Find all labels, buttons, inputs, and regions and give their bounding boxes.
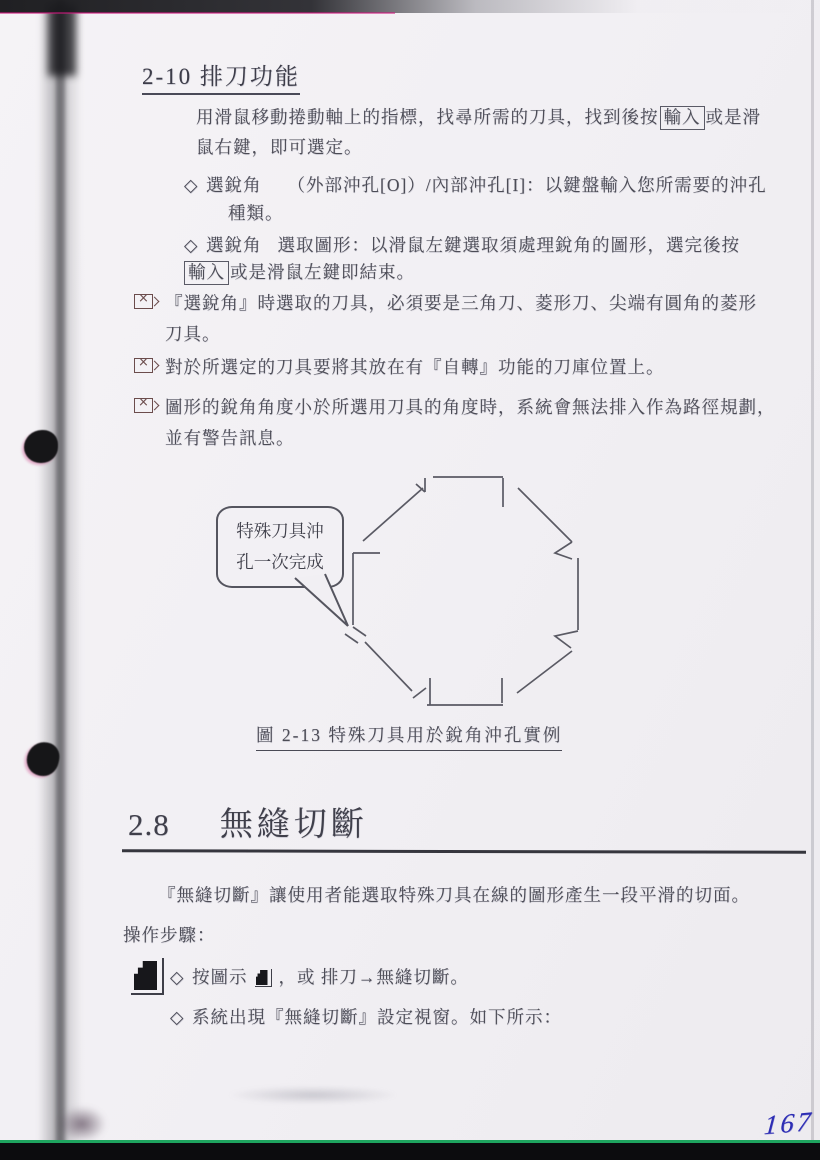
bullet-2-body: 選取圖形：以滑鼠左鍵選取須處理銳角的圖形，選完後按 <box>277 235 740 255</box>
note-tag-icon <box>134 398 153 413</box>
binding-streak-top <box>48 6 76 76</box>
seamless-cut-inline-button[interactable] <box>255 969 272 987</box>
intro-line-1-pre: 用滑鼠移動捲動軸上的指標，找尋所需的刀具，找到後按 <box>196 107 659 127</box>
diamond-bullet-icon: ◇ <box>184 235 199 255</box>
callout-line-1: 特殊刀具沖 <box>236 521 324 541</box>
bullet-1-head: 選銳角 <box>206 175 262 195</box>
note-tag-icon <box>134 358 153 373</box>
figure-caption: 圖 2-13 特殊刀具用於銳角沖孔實例 <box>256 722 562 751</box>
seamless-cut-icon <box>256 970 268 985</box>
section-title: 無縫切斷 <box>219 807 368 843</box>
bullet-2-head: 選銳角 <box>206 235 262 255</box>
bullet-2-line-2-text: 或是滑鼠左鍵即結束。 <box>230 262 415 282</box>
page-edge-shadow <box>811 0 814 1160</box>
note-1-line-1: 『選銳角』時選取的刀具，必須要是三角刀、菱形刀、尖端有圓角的菱形 <box>165 293 757 313</box>
bullet-1-line-1 <box>184 172 767 197</box>
punch-hole-top <box>24 430 58 463</box>
section-rule <box>122 849 806 853</box>
step-2-text: 系統出現『無縫切斷』設定視窗。如下所示： <box>192 1007 562 1027</box>
enter-key-box: 輸入 <box>660 106 705 130</box>
bullet-1-line-2: 種類。 <box>228 203 284 223</box>
binding-streak-core <box>56 0 65 1160</box>
note-3-line-1: 圖形的銳角角度小於所選用刀具的角度時，系統會無法排入作為路徑規劃， <box>165 397 776 417</box>
note-3 <box>134 394 794 450</box>
diamond-bullet-icon: ◇ <box>184 175 199 195</box>
section-number: 2.8 <box>128 807 170 842</box>
note-1-line-2: 刀具。 <box>165 324 221 344</box>
step-1-pre: 按圖示 <box>192 967 248 987</box>
corner-smudge <box>58 1106 106 1142</box>
scan-bottom-band <box>0 1143 820 1160</box>
intro-line-1-post: 或是滑 <box>705 107 761 127</box>
diamond-bullet-icon: ◇ <box>170 1007 185 1027</box>
step-2 <box>170 1004 562 1029</box>
ghost-smudge <box>228 1086 398 1104</box>
intro-line-2: 鼠右鍵，即可選定。 <box>196 137 363 157</box>
seamless-cut-icon <box>134 961 157 990</box>
step-1 <box>170 964 469 989</box>
note-2 <box>134 354 784 379</box>
note-1 <box>134 290 784 346</box>
callout-tail <box>283 570 363 632</box>
scan-top-pink-line <box>0 12 395 14</box>
bullet-1-body: （外部沖孔[O]）/內部沖孔[I]：以鍵盤輸入您所需要的沖孔 <box>287 175 767 195</box>
step-1-post: ，或 排刀→無縫切斷。 <box>278 967 469 987</box>
punched-octagon-outline <box>325 465 595 715</box>
bullet-2-line-1 <box>184 232 740 257</box>
note-tag-icon <box>134 294 153 309</box>
toolbar-button[interactable] <box>131 958 164 995</box>
section-intro: 『無縫切斷』讓使用者能選取特殊刀具在線的圖形產生一段平滑的切面。 <box>158 885 750 905</box>
bullet-2-line-2 <box>183 259 415 285</box>
handwritten-page-number: 167 <box>762 1105 815 1141</box>
note-3-line-2: 並有警告訊息。 <box>165 428 295 448</box>
intro-line-1 <box>196 104 761 130</box>
note-2-line-1: 對於所選定的刀具要將其放在有『自轉』功能的刀庫位置上。 <box>165 357 665 377</box>
section-2-8-heading <box>128 798 368 845</box>
diamond-bullet-icon: ◇ <box>170 967 185 987</box>
section-2-10-heading: 2-10 排刀功能 <box>142 58 300 95</box>
callout-line-2: 孔一次完成 <box>236 551 324 572</box>
enter-key-box: 輸入 <box>184 261 229 285</box>
steps-label: 操作步驟： <box>123 925 216 945</box>
